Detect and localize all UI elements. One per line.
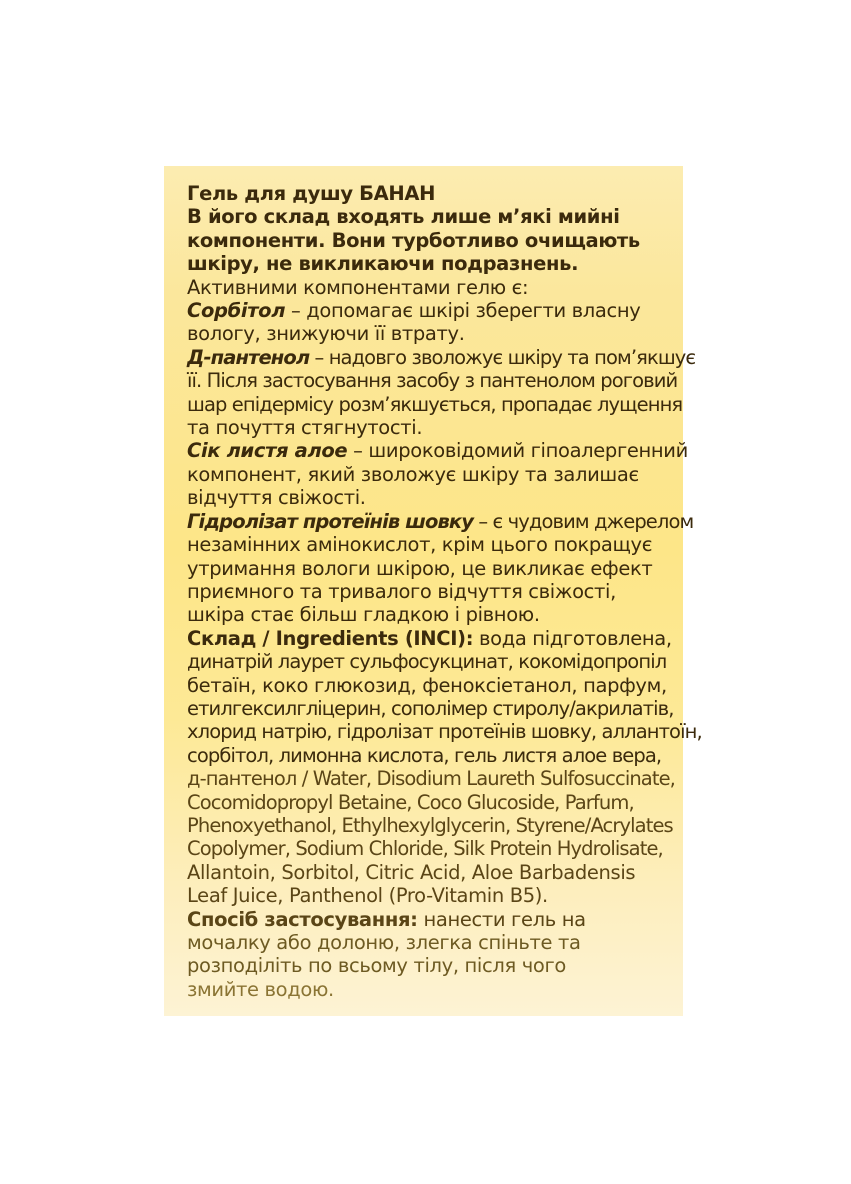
- ingredients-line: динатрій лаурет сульфосукцинат, кокомідопропіл: [187, 650, 667, 674]
- component-description: – є чудовим джерелом: [473, 509, 694, 533]
- ingredients-heading: Склад / Ingredients (INCI):: [187, 626, 474, 650]
- component-description-line: приємного та тривалого відчуття свіжості,: [187, 579, 616, 603]
- usage-section: [187, 908, 669, 931]
- component-description-line: шар епідермісу розм’якшується, пропадає лущення: [187, 392, 683, 416]
- ingredients-line: хлорид натрію, гідролізат протеїнів шовку, аллантоїн,: [187, 720, 702, 744]
- component-description: – надовго зволожує шкіру та пом’якшує: [309, 345, 696, 369]
- component-d-panthenol: [187, 345, 696, 369]
- usage-line: змийте водою.: [187, 977, 334, 1001]
- usage-text: нанести гель на: [417, 907, 586, 931]
- component-name: Гідролізат протеїнів шовку: [187, 509, 474, 533]
- ingredients-line: Leaf Juice, Panthenol (Pro-Vitamin B5).: [187, 884, 548, 908]
- ingredients-line: Allantoin, Sorbitol, Citric Acid, Aloe Barbadensis: [187, 860, 636, 884]
- ingredients-line: д-пантенол / Water, Disodium Laureth Sulfosuccinate,: [187, 767, 675, 791]
- component-aloe-juice: [187, 439, 688, 463]
- component-name: Сорбітол: [187, 299, 286, 323]
- component-description: – допомагає шкірі зберегти власну: [285, 299, 641, 323]
- component-sorbitol: [187, 299, 669, 322]
- product-title: Гель для душу БАНАН: [187, 182, 436, 205]
- component-name: Д-пантенол: [187, 345, 310, 369]
- ingredients-section: [187, 626, 672, 650]
- component-description-line: вологу, знижуючи її втрату.: [187, 322, 465, 346]
- component-silk-protein: [187, 509, 694, 533]
- usage-heading: Спосіб застосування:: [187, 907, 418, 931]
- usage-line: мочалку або долоню, злегка спіньте та: [187, 931, 581, 954]
- component-description-line: відчуття свіжості.: [187, 486, 366, 510]
- component-name: Сік листя алое: [187, 439, 348, 463]
- ingredients-line: сорбітол, лимонна кислота, гель листя алое вера,: [187, 743, 662, 767]
- component-description-line: шкіра стає більш гладкою і рівною.: [187, 603, 540, 627]
- component-description-line: незамінних амінокислот, крім цього покращує: [187, 533, 653, 557]
- ingredients-line: бетаїн, коко глюкозид, феноксіетанол, парфум,: [187, 673, 667, 697]
- component-description-line: утримання вологи шкірою, це викликає ефект: [187, 556, 653, 580]
- ingredients-line: Copolymer, Sodium Chloride, Silk Protein Hydrolisate,: [187, 837, 663, 861]
- product-label: [164, 166, 702, 1016]
- ingredients-line: Cocomidopropyl Betaine, Coco Glucoside, Parfum,: [187, 790, 634, 814]
- ingredients-line: етилгексилгліцерин, сополімер стиролу/акрилатів,: [187, 696, 674, 720]
- component-description-line: та почуття стягнутості.: [187, 416, 423, 440]
- ingredients-text: вода підготовлена,: [473, 626, 672, 650]
- ingredients-line: Phenoxyethanol, Ethylhexylglycerin, Styrene/Acrylates: [187, 813, 673, 837]
- intro-line-2: компоненти. Вони турботливо очищають: [187, 228, 640, 252]
- component-description-line: компонент, який зволожує шкіру та залишає: [187, 462, 639, 486]
- component-description: – широковідомий гіпоалергенний: [347, 439, 688, 463]
- intro-line-1: В його склад входять лише м’які мийні: [187, 205, 620, 229]
- active-components-heading: Активними компонентами гелю є:: [187, 275, 529, 299]
- usage-line: розподіліть по всьому тілу, після чого: [187, 954, 566, 978]
- component-description-line: її. Після застосування засобу з пантенолом роговий: [187, 369, 678, 393]
- intro-line-3: шкіру, не викликаючи подразнень.: [187, 252, 579, 276]
